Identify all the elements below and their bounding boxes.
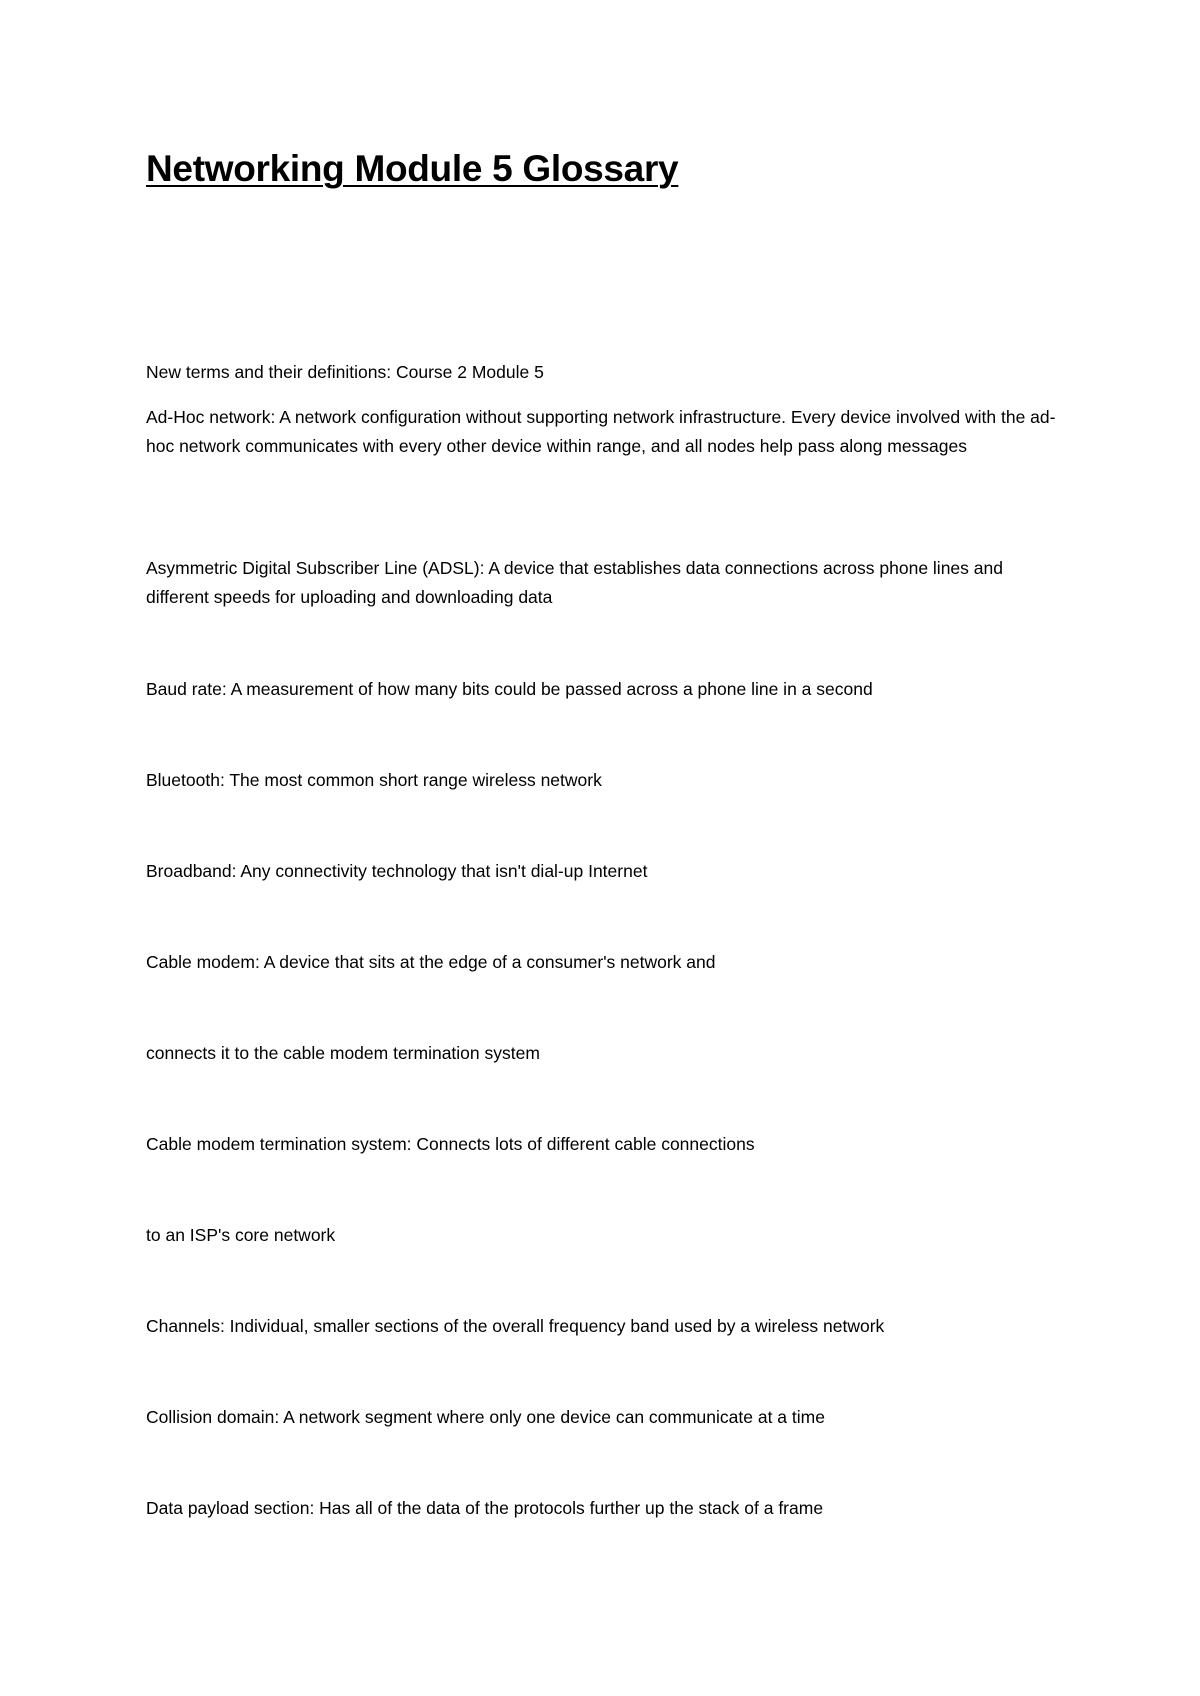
glossary-entry-cable-modem-continued: connects it to the cable modem termination system — [146, 1043, 540, 1063]
glossary-entry-cmts-continued: to an ISP's core network — [146, 1225, 336, 1245]
document-title: Networking Module 5 Glossary — [146, 148, 679, 189]
glossary-entry-collision-domain: Collision domain: A network segment where only one device can communicate at a time — [146, 1407, 825, 1427]
glossary-entry-cmts: Cable modem termination system: Connects lots of different cable connections — [146, 1134, 755, 1154]
glossary-entry-adsl: Asymmetric Digital Subscriber Line (ADSL): A device that establishes data connections across phone lines and different speeds for uploading and downloading data — [146, 558, 1003, 607]
glossary-entry-ad-hoc-network: Ad-Hoc network: A network configuration without supporting network infrastructure. Every device involved with the ad-hoc network communicates with every other device within range, and all nodes help pass along messages — [146, 407, 1056, 456]
glossary-entry-channels: Channels: Individual, smaller sections of the overall frequency band used by a wireless network — [146, 1316, 885, 1336]
glossary-entry-baud-rate: Baud rate: A measurement of how many bits could be passed across a phone line in a second — [146, 679, 873, 699]
glossary-entry-cable-modem: Cable modem: A device that sits at the edge of a consumer's network and — [146, 952, 716, 972]
glossary-entry-broadband: Broadband: Any connectivity technology that isn't dial-up Internet — [146, 861, 648, 881]
glossary-entry-bluetooth: Bluetooth: The most common short range wireless network — [146, 770, 602, 790]
glossary-entry-data-payload-section: Data payload section: Has all of the data of the protocols further up the stack of a frame — [146, 1498, 824, 1518]
intro-line: New terms and their definitions: Course 2 Module 5 — [146, 362, 544, 382]
